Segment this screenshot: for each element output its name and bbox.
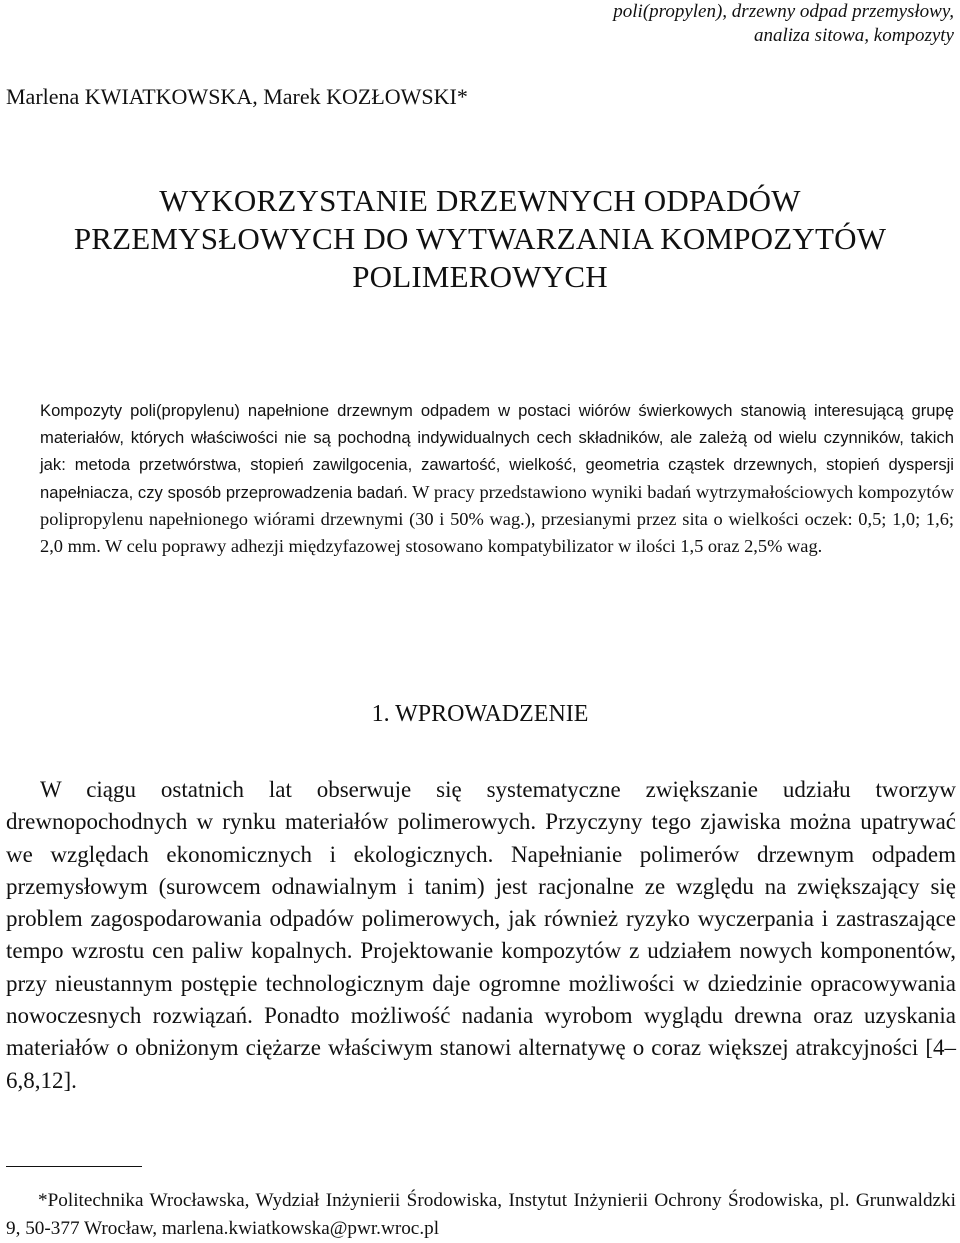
keywords-line-2: analiza sitowa, kompozyty — [753, 25, 954, 46]
title-line-2: PRZEMYSŁOWYCH DO WYTWARZANIA KOMPOZYTÓW — [73, 221, 887, 256]
title-line-1: WYKORZYSTANIE DRZEWNYCH ODPADÓW — [159, 183, 801, 218]
footnote: *Politechnika Wrocławska, Wydział Inżynierii Środowiska, Instytut Inżynierii Ochrony Środowiska, pl. Grunwaldzki 9, 50-377 Wrocław, marlena.kwiatkowska@pwr.wroc.pl — [6, 1190, 956, 1239]
abstract — [40, 397, 954, 560]
abstract-part-2: W pracy przedstawiono wyniki badań wytrzymałościowych kompozytów polipropylenu napełnionego wiórami drzewnymi (30 i 50% wag.), przesianymi przez sita o wielkości oczek: 0,5; 1,0; 1,6; 2,0 mm. W celu poprawy adhezji międzyfazowej stosowano kompatybilizator w ilości 1,5 oraz 2,5% wag. — [40, 481, 954, 557]
introduction-paragraph: W ciągu ostatnich lat obserwuje się systematyczne zwiększanie udziału tworzyw drewnopochodnych w rynku materiałów polimerowych. Przyczyny tego zjawiska można upatrywać we względach ekonomicznych i ekologicznych. Napełnianie polimerów drzewnym odpadem przemysłowym (surowcem odnawialnym i tanim) jest racjonalne ze względu na zwiększający się problem zagospodarowania odpadów polimerowych, jak również ryzyko wyczerpania i zastraszające tempo wzrostu cen paliw kopalnych. Projektowanie kompozytów z udziałem nowych komponentów, przy nieustannym postępie technologicznym daje ogromne możliwości w dziedzinie opracowywania nowoczesnych rozwiązań. Ponadto możliwość nadania wyrobom wyglądu drewna oraz uzyskania materiałów o obniżonym ciężarze właściwym stanowi alternatywę o coraz większej atrakcyjności [4–6,8,12]. — [6, 777, 956, 1093]
paper-title — [0, 182, 960, 296]
title-line-3: POLIMEROWYCH — [352, 259, 608, 294]
section-heading: 1. WPROWADZENIE — [371, 701, 589, 727]
authors: Marlena KWIATKOWSKA, Marek KOZŁOWSKI* — [6, 84, 468, 109]
abstract-part-1: Kompozyty poli(propylenu) napełnione drzewnym odpadem w postaci wiórów świerkowych stanowią interesującą grupę materiałów, których właściwości nie są pochodną indywidualnych cech składników, ale zależą od wielu czynników, takich jak: metoda przetwórstwa, stopień zawilgocenia, zawartość, wielkość, geometria cząstek drzewnych, stopień dyspersji napełniacza, czy sposób przeprowadzenia badań. — [40, 401, 954, 502]
keywords — [354, 0, 954, 48]
footnote-divider — [6, 1166, 142, 1167]
keywords-line-1: poli(propylen), drzewny odpad przemysłowy, — [613, 1, 954, 22]
